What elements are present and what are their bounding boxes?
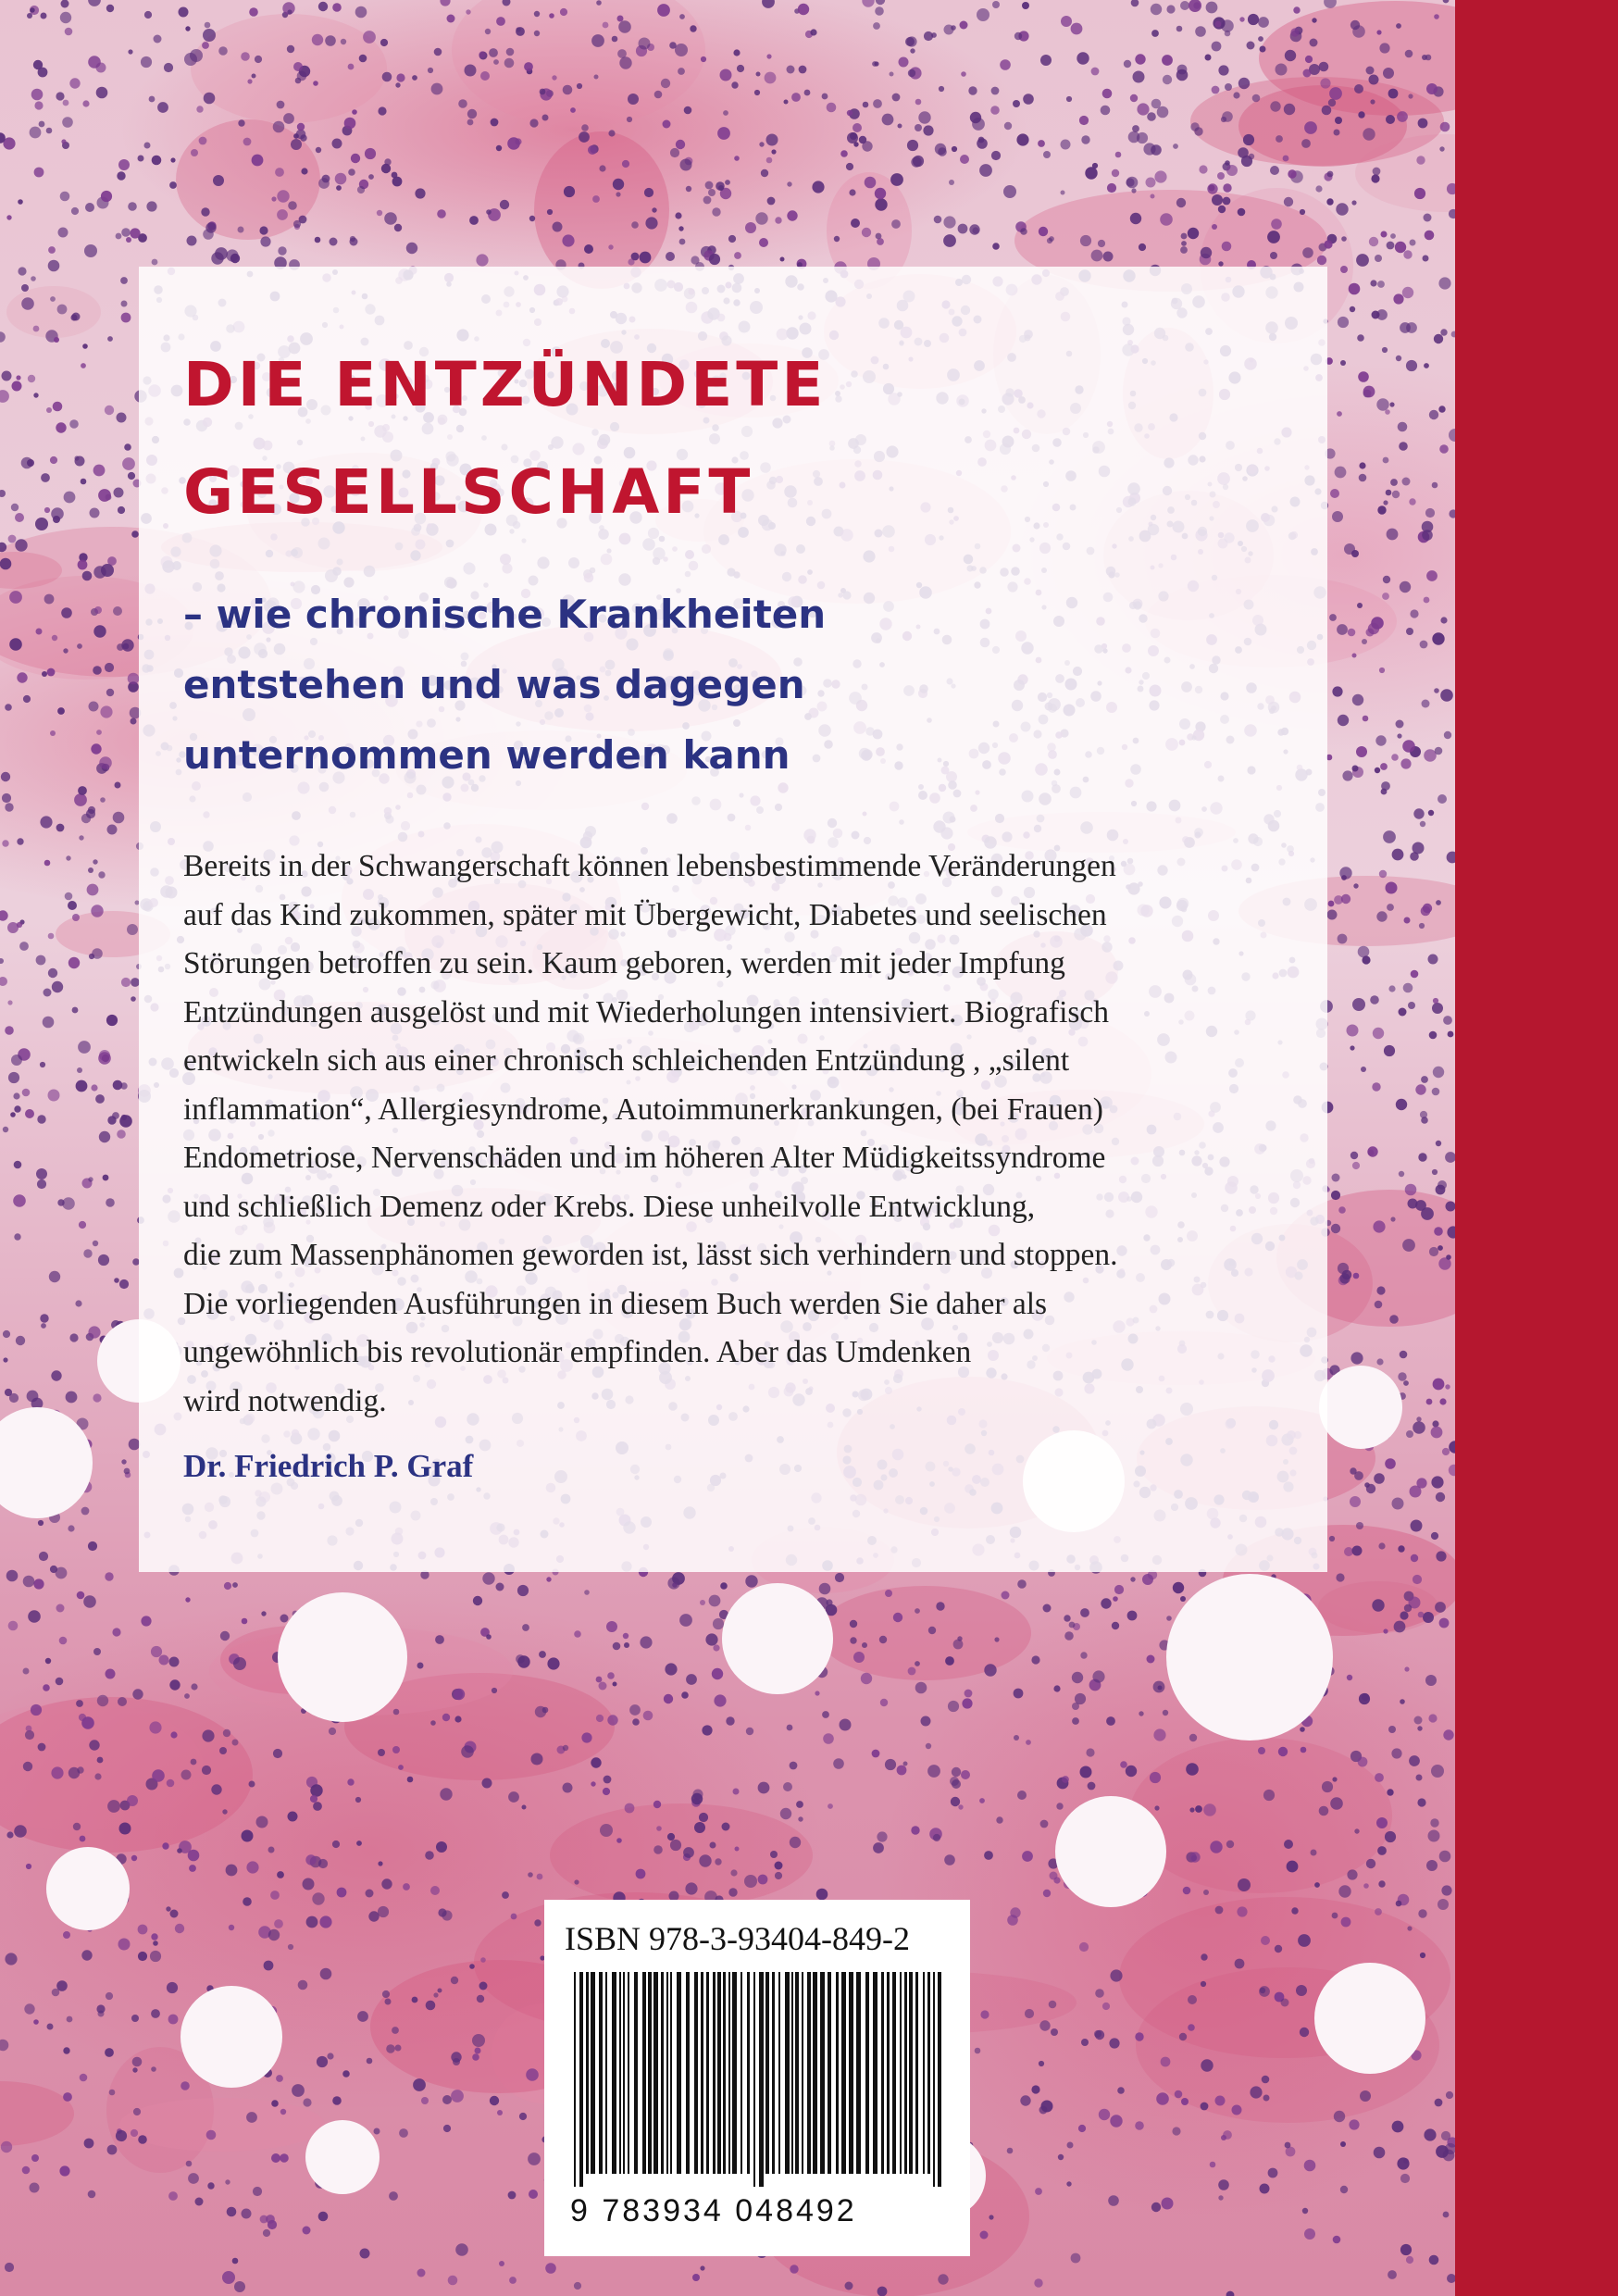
barcode-number: 9 783934 048492 bbox=[570, 2193, 857, 2228]
barcode-box bbox=[544, 1900, 970, 2256]
book-subtitle: – wie chronische Krankheiten entstehen und was dagegen unternommen werden kann bbox=[183, 592, 827, 778]
isbn-label: ISBN 978-3-93404-849-2 bbox=[565, 1920, 910, 1957]
red-spine-strip bbox=[1455, 0, 1618, 2296]
author-name: Dr. Friedrich P. Graf bbox=[183, 1448, 474, 1484]
book-title: DIE ENTZÜNDETE GESELLSCHAFT bbox=[183, 349, 828, 528]
barcode-icon bbox=[570, 1972, 950, 2187]
book-blurb: Bereits in der Schwangerschaft können lebensbestimmende Veränderungen auf das Kind zukommen, später mit Übergewicht, Diabetes und seelischen Störungen betroffen zu sein. Kaum geboren, werden mit jeder Impfung Entzündungen ausgelöst und mit Wiederholungen intensiviert. Biografisch entwickeln sich aus einer chronisch schleichenden Entzündung , „silent inflammation“, Allergiesyndrome, Autoimmunerkrankungen, (bei Frauen) Endometriose, Nervenschäden und im höheren Alter Müdigkeitssyndrome und schließlich Demenz oder Krebs. Diese unheilvolle Entwicklung, die zum Massenphänomen geworden ist, lässt sich verhindern und stoppen. Die vorliegenden Ausführungen in diesem Buch werden Sie daher als ungewöhnlich bis revolutionär empfinden. Aber das Umdenken wird notwendig. bbox=[183, 849, 1118, 1418]
